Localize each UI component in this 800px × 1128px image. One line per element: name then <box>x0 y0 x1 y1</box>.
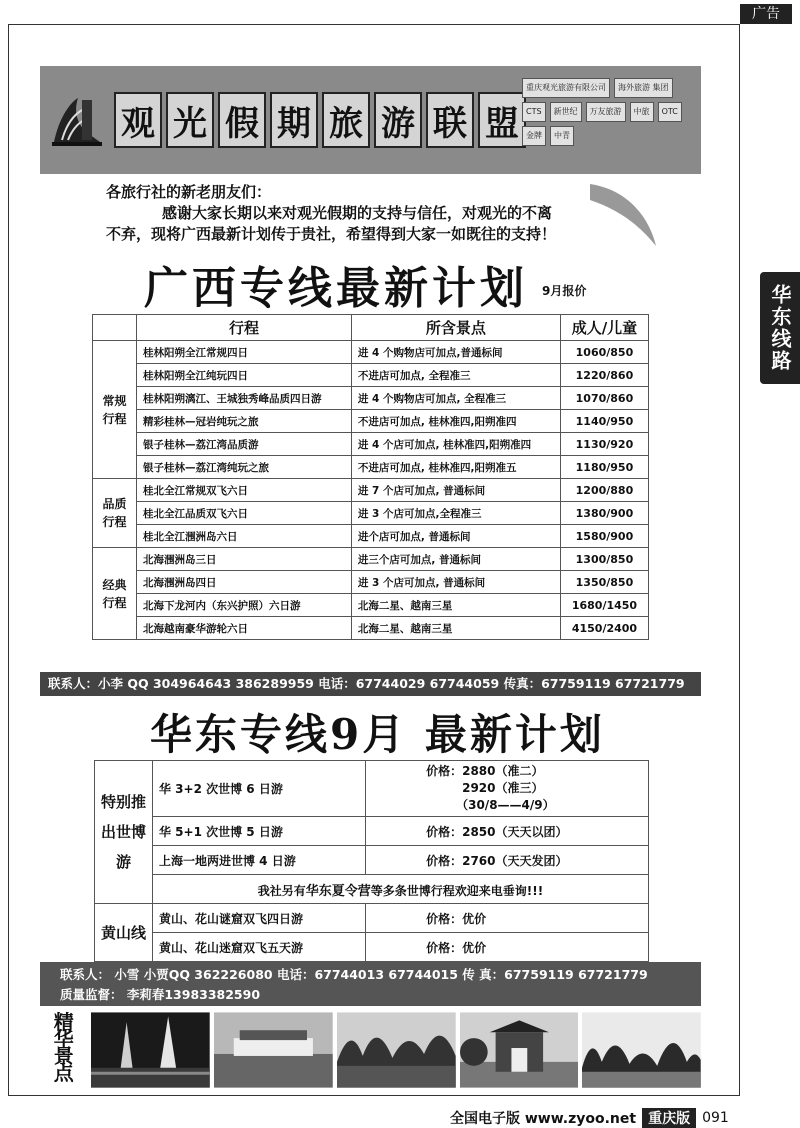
alliance-title <box>114 92 526 148</box>
price-cell: 1220/860 <box>560 364 648 387</box>
guangxi-title: 广西专线最新计划 <box>144 263 528 314</box>
price-cell: 1060/850 <box>560 341 648 364</box>
huangshan-price: 价格：优价 <box>366 933 649 962</box>
partner-logo: 万友旅游 <box>586 102 626 122</box>
table-row <box>93 456 649 479</box>
photo-twin-pagodas <box>91 1012 210 1088</box>
spots-cell: 进 4 个店可加点, 桂林准四,阳朔准四 <box>351 433 560 456</box>
table-row <box>93 594 649 617</box>
table-row <box>95 846 649 875</box>
title-char: 盟 <box>478 92 526 148</box>
expo-price-line: 2920（准三） <box>462 781 544 795</box>
column-header-price: 成人/儿童 <box>560 315 648 341</box>
header-banner <box>40 66 701 174</box>
expo-price <box>366 761 649 817</box>
spots-cell: 进 4 个购物店可加点, 全程准三 <box>351 387 560 410</box>
ad-tag: 广告 <box>740 4 792 24</box>
price-cell: 1130/920 <box>560 433 648 456</box>
price-cell: 1580/900 <box>560 525 648 548</box>
side-tab-huadong[interactable]: 华东线路 <box>760 272 800 384</box>
table-row <box>93 341 649 364</box>
route-cell: 桂北全江品质双飞六日 <box>137 502 352 525</box>
expo-note-text: 等多条世博行程欢迎来电垂询!!! <box>370 883 544 898</box>
partner-logos <box>522 78 694 146</box>
route-cell: 桂北全江常规双飞六日 <box>137 479 352 502</box>
group-label: 品质行程 <box>93 479 137 548</box>
photo-riverboat <box>214 1012 333 1088</box>
strip-label-char: 景 <box>53 1044 74 1068</box>
spots-cell: 不进店可加点, 全程准三 <box>351 364 560 387</box>
table-row <box>93 364 649 387</box>
title-char: 观 <box>114 92 162 148</box>
greeting-line-2: 感谢大家长期以来对观光假期的支持与信任，对观光的不离 <box>162 204 553 222</box>
partner-logo: 中旅 <box>630 102 654 122</box>
table-row <box>93 479 649 502</box>
strip-label-char: 华 <box>53 1027 74 1051</box>
expo-price-line: （30/8——4/9） <box>456 798 555 812</box>
expo-route: 华 3+2 次世博 6 日游 <box>153 761 366 817</box>
phoenix-logo-icon <box>48 92 106 148</box>
guangxi-subtitle: 9月报价 <box>542 284 587 298</box>
spots-cell: 北海二星、越南三星 <box>351 617 560 640</box>
guangxi-contact-bar: 联系人：小李 QQ 304964643 386289959 电话：67744029 67744059 传真：67759119 67721779 <box>40 672 701 696</box>
group-label: 经典行程 <box>93 548 137 640</box>
photo-karst-peaks <box>582 1012 701 1088</box>
expo-group-label: 特别推出世博游 <box>95 761 153 904</box>
spots-cell: 进 4 个购物店可加点,普通标间 <box>351 341 560 364</box>
partner-logo: 海外旅游 集团 <box>614 78 673 98</box>
title-char: 光 <box>166 92 214 148</box>
title-char: 期 <box>270 92 318 148</box>
price-cell: 4150/2400 <box>560 617 648 640</box>
group-label: 常规行程 <box>93 341 137 479</box>
column-header-route: 行程 <box>137 315 352 341</box>
table-row <box>95 875 649 904</box>
table-row <box>93 387 649 410</box>
photo-strip <box>40 1012 701 1088</box>
footer-edition: 重庆版 <box>642 1108 696 1128</box>
footer <box>450 1108 729 1128</box>
page-number: 091 <box>702 1110 729 1126</box>
partner-logo: CTS <box>522 102 546 122</box>
huangshan-route: 黄山、花山谜窟双飞四日游 <box>153 904 366 933</box>
partner-logo: 新世纪 <box>550 102 582 122</box>
table-row <box>95 904 649 933</box>
partner-logo: 金牌 <box>522 126 546 146</box>
expo-price-line: 价格：2880（准二） <box>426 764 544 778</box>
table-row <box>93 525 649 548</box>
huangshan-price: 价格：优价 <box>366 904 649 933</box>
title-char: 游 <box>374 92 422 148</box>
table-row <box>93 410 649 433</box>
strip-label-char: 点 <box>53 1061 74 1085</box>
greeting-line-1: 各旅行社的新老朋友们： <box>106 183 272 201</box>
price-cell: 1680/1450 <box>560 594 648 617</box>
expo-note-highlight: 华东夏令营 <box>305 883 371 899</box>
price-cell: 1200/880 <box>560 479 648 502</box>
guangxi-table <box>92 314 649 640</box>
spots-cell: 不进店可加点, 桂林准四,阳朔准五 <box>351 456 560 479</box>
price-cell: 1350/850 <box>560 571 648 594</box>
route-cell: 桂林阳朔漓江、王城独秀峰品质四日游 <box>137 387 352 410</box>
route-cell: 精彩桂林—冠岩纯玩之旅 <box>137 410 352 433</box>
huadong-contact-bar <box>40 962 701 1006</box>
route-cell: 北海越南豪华游轮六日 <box>137 617 352 640</box>
strip-label-char: 精 <box>53 1010 74 1034</box>
spots-cell: 不进店可加点, 桂林准四,阳朔准四 <box>351 410 560 433</box>
spots-cell: 进三个店可加点, 普通标间 <box>351 548 560 571</box>
expo-price: 价格：2850（天天以团） <box>366 817 649 846</box>
route-cell: 银子桂林—荔江湾纯玩之旅 <box>137 456 352 479</box>
photo-ancient-gate <box>460 1012 579 1088</box>
group-header <box>93 315 137 341</box>
title-char: 联 <box>426 92 474 148</box>
greeting-line-3: 不弃，现将广西最新计划传于贵社，希望得到大家一如既往的支持！ <box>106 225 557 243</box>
route-cell: 北海下龙河内（东兴护照）六日游 <box>137 594 352 617</box>
price-cell: 1380/900 <box>560 502 648 525</box>
swoosh-decoration-icon <box>560 180 660 250</box>
spots-cell: 进个店可加点, 普通标间 <box>351 525 560 548</box>
route-cell: 北海涠洲岛三日 <box>137 548 352 571</box>
table-row <box>95 817 649 846</box>
table-row <box>95 933 649 962</box>
table-row <box>93 571 649 594</box>
expo-route: 上海一地两进世博 4 日游 <box>153 846 366 875</box>
huadong-contact-line: 联系人： 小雪 小贾QQ 362226080 电话：67744013 67744015 传 真：67759119 67721779 <box>60 967 648 982</box>
expo-route: 华 5+1 次世博 5 日游 <box>153 817 366 846</box>
price-cell: 1070/860 <box>560 387 648 410</box>
route-cell: 银子桂林—荔江湾品质游 <box>137 433 352 456</box>
route-cell: 桂北全江涠洲岛六日 <box>137 525 352 548</box>
huangshan-route: 黄山、花山迷窟双飞五天游 <box>153 933 366 962</box>
photo-strip-label <box>40 1012 87 1088</box>
expo-note <box>153 875 649 904</box>
huadong-title: 华东专线9月 最新计划 <box>150 710 605 759</box>
spots-cell: 北海二星、越南三星 <box>351 594 560 617</box>
photo-karst-river <box>337 1012 456 1088</box>
spots-cell: 进 3 个店可加点, 普通标间 <box>351 571 560 594</box>
footer-site[interactable]: 全国电子版 www.zyoo.net <box>450 1111 637 1127</box>
column-header-spots: 所含景点 <box>351 315 560 341</box>
route-cell: 桂林阳朔全江常规四日 <box>137 341 352 364</box>
price-cell: 1300/850 <box>560 548 648 571</box>
table-row <box>95 761 649 817</box>
route-cell: 北海涠洲岛四日 <box>137 571 352 594</box>
spots-cell: 进 3 个店可加点,全程准三 <box>351 502 560 525</box>
price-cell: 1180/950 <box>560 456 648 479</box>
partner-logo: OTC <box>658 102 682 122</box>
price-cell: 1140/950 <box>560 410 648 433</box>
table-row <box>93 548 649 571</box>
quality-supervisor-line: 质量监督： 李莉春13983382590 <box>60 987 261 1002</box>
expo-price: 价格：2760（天天发团） <box>366 846 649 875</box>
huadong-table <box>94 760 649 962</box>
table-row <box>93 617 649 640</box>
table-row <box>93 433 649 456</box>
huangshan-group-label: 黄山线 <box>95 904 153 962</box>
title-char: 假 <box>218 92 266 148</box>
partner-logo: 中青 <box>550 126 574 146</box>
title-char: 旅 <box>322 92 370 148</box>
route-cell: 桂林阳朔全江纯玩四日 <box>137 364 352 387</box>
table-row <box>93 502 649 525</box>
partner-logo: 重庆观光旅游有限公司 <box>522 78 610 98</box>
spots-cell: 进 7 个店可加点, 普通标间 <box>351 479 560 502</box>
expo-note-text: 我社另有 <box>257 883 306 898</box>
